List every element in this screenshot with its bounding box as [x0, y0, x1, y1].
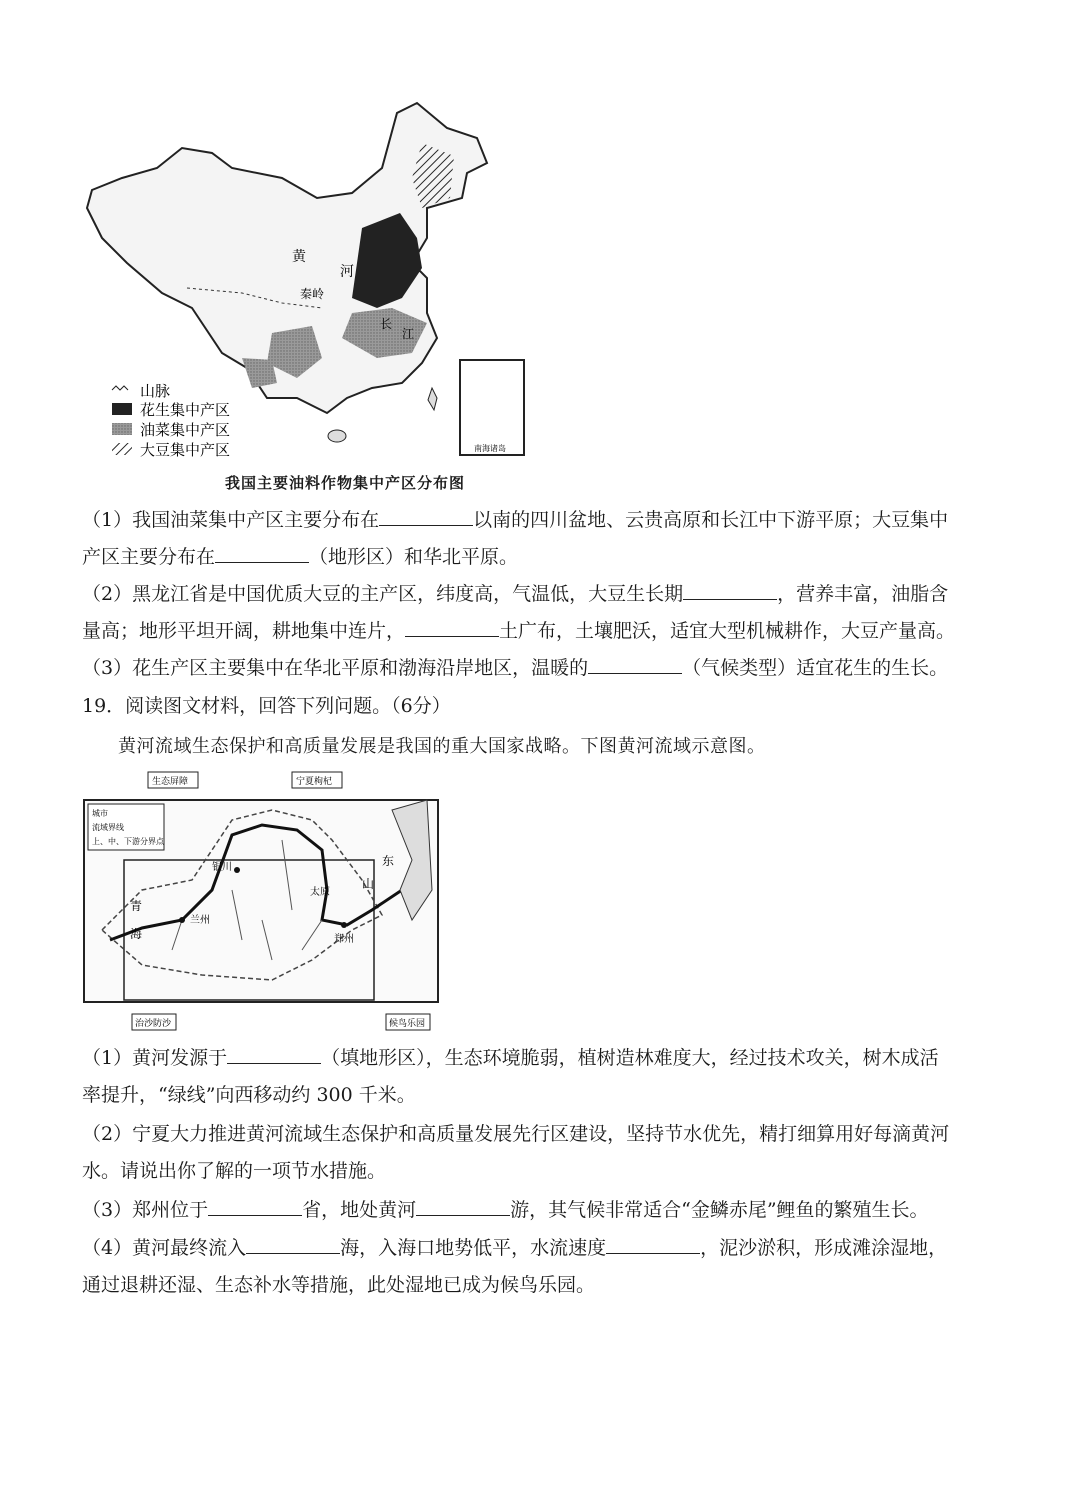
- q18-1: （1）我国油菜集中产区主要分布在 以南的四川盆地、云贵高原和长江中下游平原；大豆集中 产区主要分布在 （地形区）和华北平原。: [82, 509, 949, 568]
- label-jiang: 江: [402, 327, 415, 341]
- place-taiyuan: 太原: [310, 887, 330, 898]
- legend-peanut: 花生集中产区: [140, 401, 231, 419]
- answer-blank[interactable]: [246, 1235, 340, 1254]
- oil-crop-map: [82, 98, 532, 470]
- south-sea-inset: [460, 360, 524, 455]
- label-qinling: 秦岭: [300, 287, 325, 301]
- callout-bottom-right: 候鸟乐园: [389, 1019, 426, 1029]
- legend-basin: 流域界线: [92, 823, 124, 832]
- place-qing: 青: [130, 899, 143, 913]
- taiwan-island: [428, 388, 437, 410]
- inset-label: 南海诸岛: [474, 444, 506, 453]
- city-dot: [179, 917, 185, 923]
- place-hai: 海: [130, 927, 143, 941]
- answer-blank[interactable]: [588, 655, 682, 674]
- callout-top-mid: 宁夏枸杞: [296, 777, 333, 787]
- q19-1: （1）黄河发源于 （填地形区），生态环境脆弱，植树造林难度大，经过技术攻关，树木成活 率提升，“绿线”向西移动约 300 千米。: [82, 1047, 939, 1106]
- answer-blank[interactable]: [405, 618, 499, 637]
- place-yinchuan: 银川: [212, 862, 232, 873]
- place-zhengzhou: 郑州: [334, 934, 354, 945]
- q18-3: （3）花生产区主要集中在华北平原和渤海沿岸地区，温暖的 （气候类型）适宜花生的生长。: [82, 657, 949, 679]
- answer-blank[interactable]: [416, 1197, 510, 1216]
- q19-3: （3）郑州位于 省，地处黄河 游，其气候非常适合“金鳞赤尾”鲤鱼的繁殖生长。: [82, 1199, 929, 1221]
- mountain-symbol-icon: [112, 386, 128, 390]
- hainan-island: [328, 430, 346, 442]
- place-shan: 山: [362, 877, 375, 891]
- callout-bottom-left: 治沙防沙: [135, 1019, 172, 1029]
- q19-4: （4）黄河最终流入 海，入海口地势低平，水流速度 ，泥沙淤积，形成滩涂湿地， 通过退耕还湿、生态补水等措施，此处湿地已成为候鸟乐园。: [82, 1237, 948, 1296]
- answer-blank[interactable]: [208, 1197, 302, 1216]
- answer-blank[interactable]: [215, 544, 309, 563]
- hatch-fill-icon: [112, 443, 132, 455]
- place-lanzhou: 兰州: [190, 915, 210, 926]
- q19-header: 19．阅读图文材料，回答下列问题。（6分）: [82, 695, 451, 717]
- label-chang: 长: [380, 317, 393, 331]
- answer-blank[interactable]: [227, 1045, 321, 1064]
- rapeseed-region-3: [242, 358, 277, 388]
- q19-intro: 黄河流域生态保护和高质量发展是我国的重大国家战略。下图黄河流域示意图。: [118, 736, 766, 757]
- legend-city: 城市: [92, 809, 108, 818]
- city-dot: [234, 867, 240, 873]
- legend-rapeseed: 油菜集中产区: [140, 421, 231, 439]
- label-huang: 黄: [292, 249, 306, 265]
- callout-top-left: 生态屏障: [152, 777, 189, 787]
- legend-soybean: 大豆集中产区: [140, 441, 231, 459]
- legend-mountain: 山脉: [140, 382, 171, 400]
- yellow-river-map: [82, 770, 442, 1032]
- answer-blank[interactable]: [606, 1235, 700, 1254]
- q18-2: （2）黑龙江省是中国优质大豆的主产区，纬度高，气温低，大豆生长期 ，营养丰富，油脂含 量高；地形平坦开阔，耕地集中连片， 土广布，土壤肥沃，适宜大型机械耕作，大豆产量高。: [82, 583, 956, 642]
- place-dong: 东: [382, 854, 395, 868]
- city-dot: [341, 922, 347, 928]
- map1-legend: [112, 382, 230, 459]
- legend-division: 上、中、下游分界点: [92, 837, 164, 846]
- map1-caption: 我国主要油料作物集中产区分布图: [225, 474, 466, 492]
- q19-2: （2）宁夏大力推进黄河流域生态保护和高质量发展先行区建设，坚持节水优先，精打细算用好每滴黄河 水。请说出你了解的一项节水措施。: [82, 1123, 950, 1182]
- answer-blank[interactable]: [683, 581, 777, 600]
- grey-fill-icon: [112, 423, 132, 435]
- label-he: 河: [340, 264, 354, 280]
- dark-fill-icon: [112, 403, 132, 415]
- answer-blank[interactable]: [379, 507, 473, 526]
